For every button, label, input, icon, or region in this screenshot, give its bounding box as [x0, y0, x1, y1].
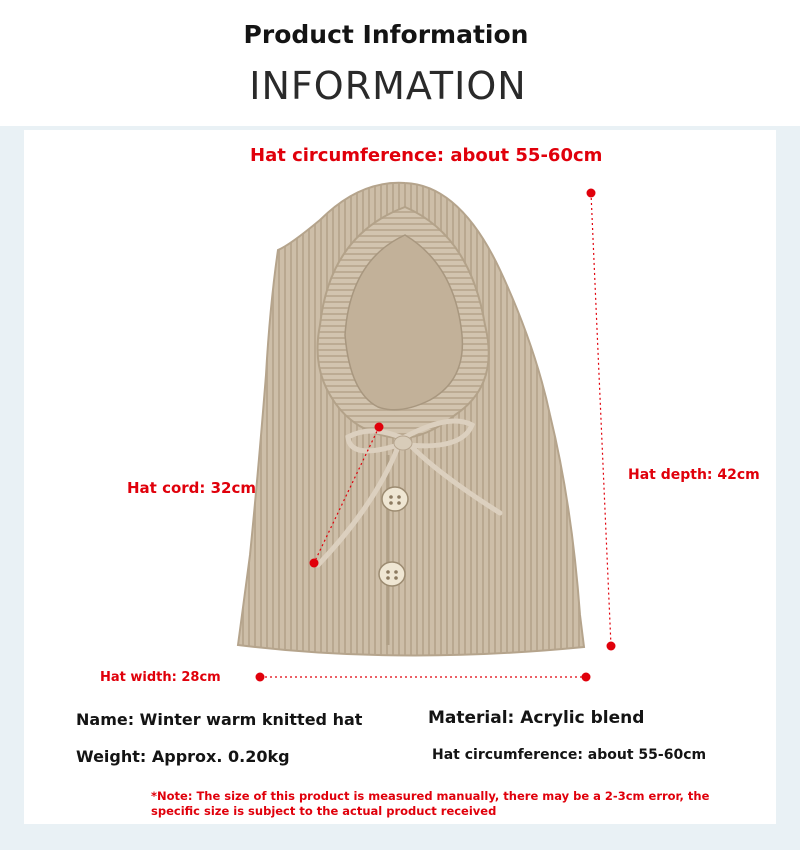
spec-name: Name: Winter warm knitted hat [76, 710, 363, 729]
page-subtitle: INFORMATION [249, 64, 527, 108]
spec-circumference: Hat circumference: about 55-60cm [432, 747, 707, 763]
spec-material: Material: Acrylic blend [428, 708, 645, 728]
circumference-label: Hat circumference: about 55-60cm [250, 145, 603, 166]
cord-line [314, 427, 379, 563]
width-label: Hat width: 28cm [100, 670, 221, 685]
spec-weight: Weight: Approx. 0.20kg [76, 747, 290, 766]
depth-label: Hat depth: 42cm [628, 467, 760, 483]
measurement-note: *Note: The size of this product is measured manually, there may be a 2-3cm error, the specific size is subject to the actual product received [151, 789, 710, 818]
page-title: Product Information [243, 20, 529, 49]
cord-label: Hat cord: 32cm [127, 479, 257, 497]
depth-line [591, 193, 611, 646]
